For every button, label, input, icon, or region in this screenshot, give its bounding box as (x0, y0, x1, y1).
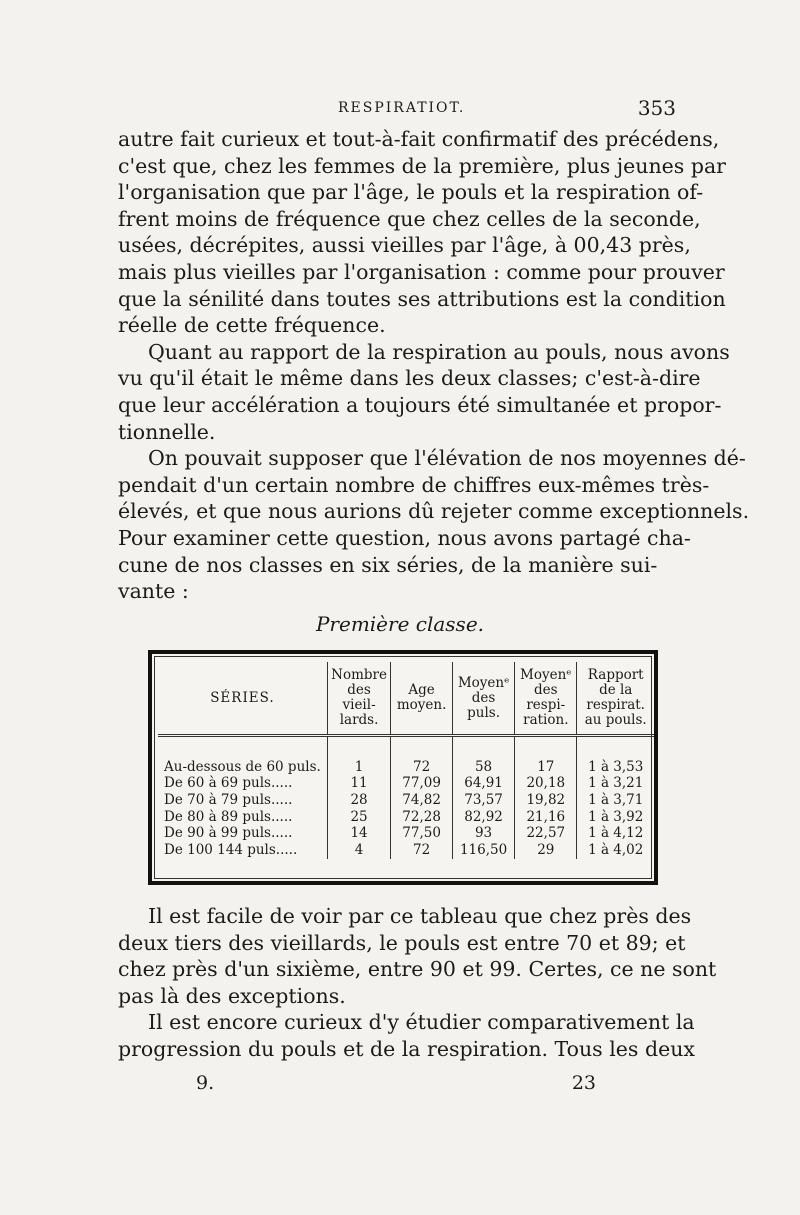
cell-ratio: 1 à 3,92 (577, 809, 654, 826)
data-table (158, 662, 654, 859)
cell-age: 74,82 (391, 792, 453, 809)
table-header-row (158, 662, 654, 736)
text-line: frent moins de fréquence que chez celles de la seconde, (118, 206, 701, 231)
page-number: 353 (637, 96, 676, 120)
paragraph-2 (118, 339, 730, 445)
text-line: vante : (118, 579, 189, 604)
cell-respiration: 20,18 (515, 776, 577, 793)
cell-age: 72 (391, 842, 453, 859)
table-row (158, 825, 654, 842)
cell-count: 4 (327, 842, 390, 859)
cell-respiration: 21,16 (515, 809, 577, 826)
running-header (148, 96, 676, 124)
data-table-frame (148, 650, 658, 885)
cell-series: Au-dessous de 60 puls. (164, 758, 321, 775)
text-line: Il est facile de voir par ce tableau que chez près des (148, 904, 692, 928)
table-row (158, 776, 654, 793)
cell-count: 11 (327, 776, 390, 793)
column-header-series: SÉRIES. (158, 662, 327, 736)
cell-count: 1 (327, 736, 390, 776)
text-line: Pour examiner cette question, nous avons partagé cha- (118, 525, 691, 550)
text-line: c'est que, chez les femmes de la première, plus jeunes par (118, 153, 726, 178)
text-line: pas là des exceptions. (118, 983, 346, 1008)
column-header-respiration: Moyenᵉ des respi- ration. (515, 662, 577, 736)
cell-respiration: 29 (515, 842, 577, 859)
text-line: Il est encore curieux d'y étudier comparativement la (148, 1010, 695, 1035)
text-line: chez près d'un sixième, entre 90 et 99. Certes, ce ne sont (118, 957, 717, 982)
text-line: tionnelle. (118, 419, 216, 444)
cell-respiration: 22,57 (515, 825, 577, 842)
cell-pulse: 73,57 (452, 792, 514, 809)
text-line: que leur accélération a toujours été simultanée et propor- (118, 392, 722, 417)
table-row (158, 792, 654, 809)
cell-ratio: 1 à 4,02 (577, 842, 654, 859)
running-title: RESPIRATIOT. (338, 100, 466, 116)
text-line: cune de nos classes en six séries, de la manière sui- (118, 552, 658, 577)
text-line: deux tiers des vieillards, le pouls est entre 70 et 89; et (118, 930, 686, 955)
paragraph-3 (118, 445, 750, 605)
page-footer (196, 1072, 596, 1096)
text-line: On pouvait supposer que l'élévation de nos moyennes dé- (148, 446, 746, 471)
cell-age: 77,50 (391, 825, 453, 842)
cell-series: De 90 à 99 puls..... (164, 825, 293, 842)
column-header-count: Nombre des vieil- lards. (327, 662, 390, 736)
text-line: autre fait curieux et tout-à-fait confirmatif des précédens, (118, 127, 720, 151)
text-line: réelle de cette fréquence. (118, 313, 386, 338)
column-header-ratio: Rapport de la respirat. au pouls. (577, 662, 654, 736)
cell-pulse: 64,91 (452, 776, 514, 793)
table-row (158, 809, 654, 826)
cell-ratio: 1 à 4,12 (577, 825, 654, 842)
table-caption: Première classe. (315, 612, 485, 636)
paragraph-4 (118, 903, 717, 1009)
cell-age: 72 (391, 736, 453, 776)
text-line: que la sénilité dans toutes ses attributions est la condition (118, 286, 726, 311)
cell-count: 25 (327, 809, 390, 826)
cell-count: 28 (327, 792, 390, 809)
cell-age: 77,09 (391, 776, 453, 793)
cell-pulse: 116,50 (452, 842, 514, 859)
cell-ratio: 1 à 3,71 (577, 792, 654, 809)
text-line: usées, décrépites, aussi vieilles par l'âge, à 00,43 près, (118, 233, 691, 258)
body-text-top (118, 126, 750, 605)
cell-pulse: 58 (452, 736, 514, 776)
paragraph-1 (118, 126, 726, 339)
cell-ratio: 1 à 3,21 (577, 776, 654, 793)
cell-ratio: 1 à 3,53 (577, 736, 654, 776)
cell-respiration: 19,82 (515, 792, 577, 809)
paragraph-5 (118, 1009, 695, 1062)
cell-series: De 70 à 79 puls..... (164, 791, 293, 808)
signature-mark: 9. (196, 1072, 215, 1094)
table-row (158, 736, 654, 776)
column-header-age: Age moyen. (391, 662, 453, 736)
body-text-bottom (118, 903, 717, 1063)
sheet-number: 23 (571, 1072, 596, 1094)
text-line: l'organisation que par l'âge, le pouls et la respiration of- (118, 180, 704, 205)
cell-series: De 60 à 69 puls..... (164, 775, 293, 792)
cell-respiration: 17 (515, 736, 577, 776)
cell-pulse: 93 (452, 825, 514, 842)
text-line: mais plus vieilles par l'organisation : comme pour prouver (118, 259, 725, 284)
text-line: vu qu'il était le même dans les deux classes; c'est-à-dire (118, 366, 701, 391)
text-line: pendait d'un certain nombre de chiffres eux-mêmes très- (118, 472, 710, 497)
text-line: Quant au rapport de la respiration au pouls, nous avons (148, 339, 730, 364)
cell-series: De 100 144 puls..... (164, 841, 298, 858)
table-row (158, 842, 654, 859)
text-line: progression du pouls et de la respiration. Tous les deux (118, 1036, 695, 1061)
column-header-pulse: Moyenᵉ des puls. (452, 662, 514, 736)
cell-series: De 80 à 89 puls..... (164, 808, 293, 825)
cell-pulse: 82,92 (452, 809, 514, 826)
text-line: élevés, et que nous aurions dû rejeter comme exceptionnels. (118, 499, 750, 524)
cell-age: 72,28 (391, 809, 453, 826)
cell-count: 14 (327, 825, 390, 842)
